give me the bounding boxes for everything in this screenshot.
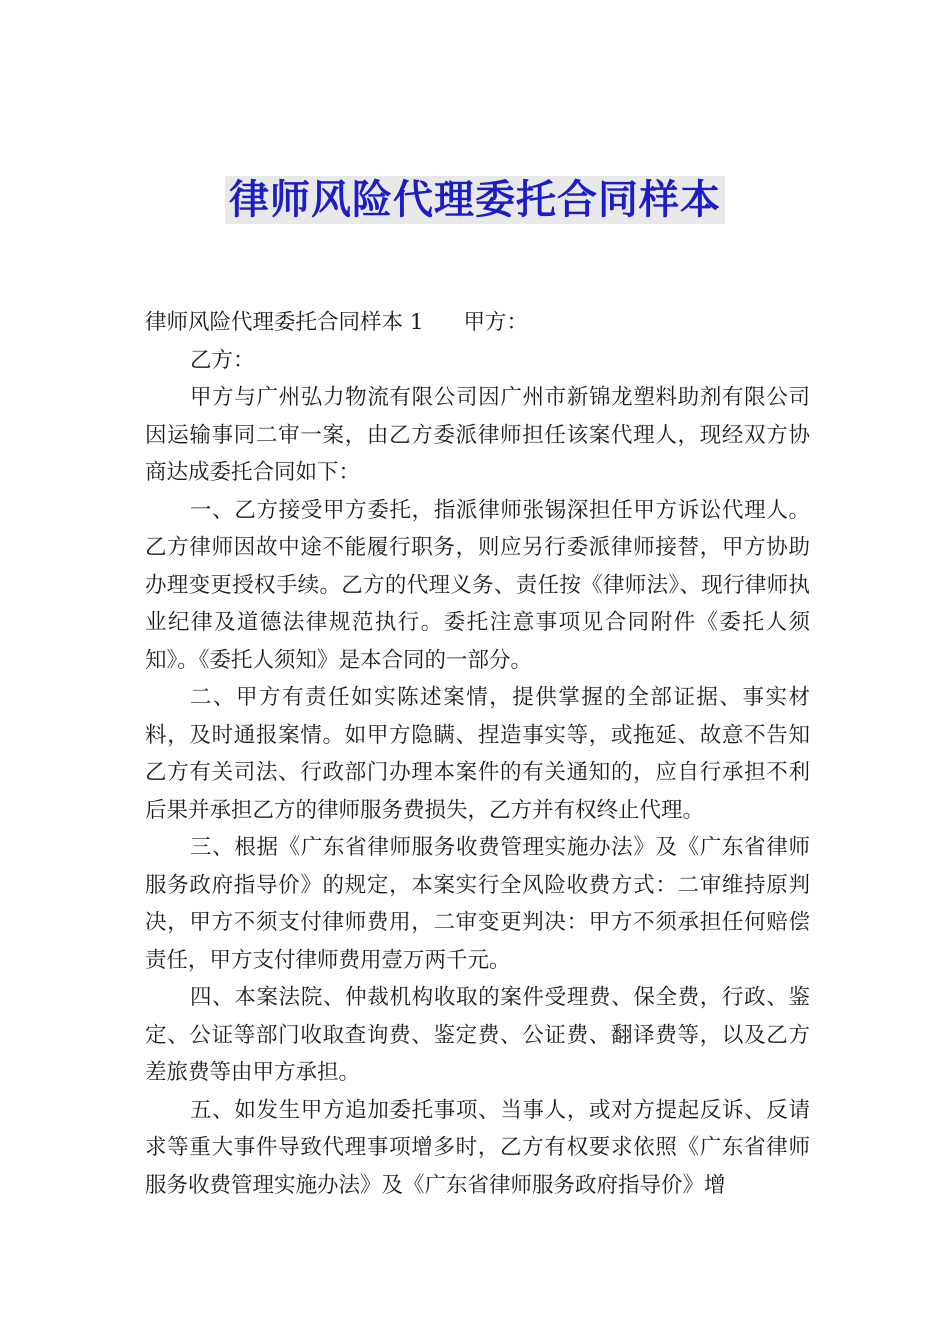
section-heading: 律师风险代理委托合同样本 1 <box>145 310 424 335</box>
paragraph-clause-5: 五、如发生甲方追加委托事项、当事人，或对方提起反诉、反请求等重大事件导致代理事项增多时，乙方有权要求依照《广东省律师服务收费管理实施办法》及《广东省律师服务政府指导价》增 <box>145 1097 810 1198</box>
party-b-label: 乙方： <box>190 347 255 373</box>
heading-line <box>145 304 810 342</box>
paragraph-clause-1: 一、乙方接受甲方委托，指派律师张锡深担任甲方诉讼代理人。乙方律师因故中途不能履行职务，则应另行委派律师接替，甲方协助办理变更授权手续。乙方的代理义务、责任按《律师法》、现行律师执业纪律及道德法律规范执行。委托注意事项见合同附件《委托人须知》。《委托人须知》是本合同的一部分。 <box>145 497 810 673</box>
paragraph-clause-4: 四、本案法院、仲裁机构收取的案件受理费、保全费，行政、鉴定、公证等部门收取查询费、鉴定费、公证费、翻译费等，以及乙方差旅费等由甲方承担。 <box>145 985 810 1085</box>
paragraph-intro: 甲方与广州弘力物流有限公司因广州市新锦龙塑料助剂有限公司因运输事同二审一案，由乙方委派律师担任该案代理人，现经双方协商达成委托合同如下： <box>145 385 810 485</box>
paragraph-clause-2: 二、甲方有责任如实陈述案情，提供掌握的全部证据、事实材料，及时通报案情。如甲方隐瞒、捏造事实等，或拖延、故意不告知乙方有关司法、行政部门办理本案件的有关通知的，应自行承担不利后果并承担乙方的律师服务费损失，乙方并有权终止代理。 <box>145 685 810 823</box>
title-block <box>0 176 950 224</box>
document-title: 律师风险代理委托合同样本 <box>225 176 725 224</box>
document-body <box>145 304 810 1204</box>
party-a-label: 甲方： <box>463 310 529 335</box>
paragraph-clause-3: 三、根据《广东省律师服务收费管理实施办法》及《广东省律师服务政府指导价》的规定，本案实行全风险收费方式：二审维持原判决，甲方不须支付律师费用，二审变更判决：甲方不须承担任何赔偿责任，甲方支付律师费用壹万两千元。 <box>145 835 810 973</box>
